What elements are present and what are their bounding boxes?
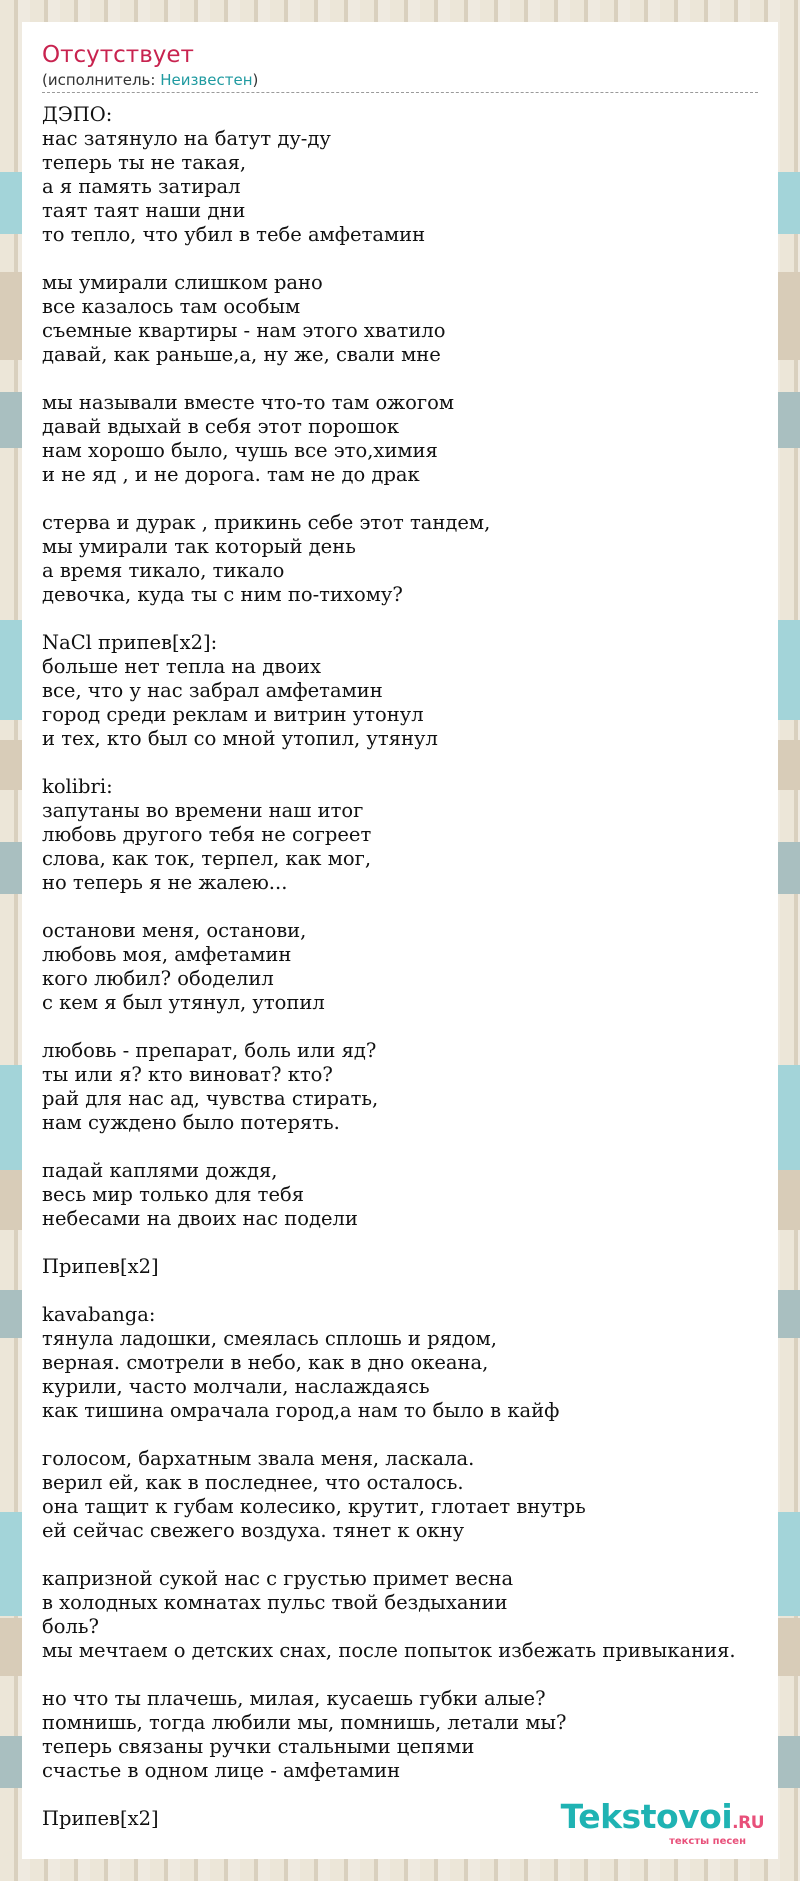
artist-suffix: ) <box>252 71 259 89</box>
lyric-line: а я память затирал <box>42 175 241 198</box>
lyric-line: ты или я? кто виноват? кто? <box>42 1063 333 1086</box>
lyric-blank-line <box>42 751 758 775</box>
lyric-line: любовь - препарат, боль или яд? <box>42 1039 377 1062</box>
lyric-line: мы умирали так который день <box>42 535 356 558</box>
lyric-line: давай, как раньше,а, ну же, свали мне <box>42 343 441 366</box>
artist-prefix: (исполнитель: <box>42 71 161 89</box>
lyric-blank-line <box>42 1135 758 1159</box>
site-logo[interactable] <box>560 1797 764 1847</box>
lyric-line: стерва и дурак , прикинь себе этот тандем, <box>42 511 491 534</box>
lyric-line: капризной сукой нас с грустью примет весна <box>42 1567 514 1590</box>
lyric-line: таят таят наши дни <box>42 199 246 222</box>
lyric-line: теперь связаны ручки стальными цепями <box>42 1735 475 1758</box>
lyric-line: останови меня, останови, <box>42 919 307 942</box>
lyric-line: боль? <box>42 1615 99 1638</box>
lyric-line: весь мир только для тебя <box>42 1183 305 1206</box>
lyric-line: помнишь, тогда любили мы, помнишь, летали мы? <box>42 1711 567 1734</box>
lyric-line: съемные квартиры - нам этого хватило <box>42 319 446 342</box>
lyric-blank-line <box>42 1015 758 1039</box>
lyric-blank-line <box>42 1663 758 1687</box>
lyric-line: мы называли вместе что-то там ожогом <box>42 391 455 414</box>
lyric-line: Припев[x2] <box>42 1807 159 1830</box>
lyric-line: голосом, бархатным звала меня, ласкала. <box>42 1447 475 1470</box>
artist-line <box>42 70 758 93</box>
lyric-line: все казалось там особым <box>42 295 301 318</box>
lyric-line: теперь ты не такая, <box>42 151 247 174</box>
lyric-line: все, что у нас забрал амфетамин <box>42 679 383 702</box>
lyric-line: мы мечтаем о детских снах, после попыток избежать привыкания. <box>42 1639 736 1662</box>
lyric-line: падай каплями дождя, <box>42 1159 278 1182</box>
lyric-line: а время тикало, тикало <box>42 559 285 582</box>
lyrics-text <box>42 103 758 1831</box>
lyrics-card <box>22 22 778 1859</box>
lyric-line: нам суждено было потерять. <box>42 1111 340 1134</box>
artist-link[interactable]: Неизвестен <box>160 71 253 89</box>
lyric-line: ей сейчас свежего воздуха. тянет к окну <box>42 1519 465 1542</box>
lyric-line: с кем я был утянул, утопил <box>42 991 325 1014</box>
lyric-blank-line <box>42 1423 758 1447</box>
lyric-line: запутаны во времени наш итог <box>42 799 364 822</box>
lyric-blank-line <box>42 895 758 919</box>
lyric-line: в холодных комнатах пульс твой бездыхании <box>42 1591 508 1614</box>
lyric-line: девочка, куда ты с ним по-тихому? <box>42 583 403 606</box>
logo-tld: .RU <box>732 1813 764 1833</box>
lyric-line: кого любил? ободелил <box>42 967 274 990</box>
lyric-blank-line <box>42 367 758 391</box>
lyric-line: и не яд , и не дорога. там не до драк <box>42 463 420 486</box>
lyric-line: курили, часто молчали, наслаждаясь <box>42 1375 430 1398</box>
lyric-line: мы умирали слишком рано <box>42 271 323 294</box>
lyric-line: больше нет тепла на двоих <box>42 655 321 678</box>
lyric-line: Припев[x2] <box>42 1255 159 1278</box>
lyric-line: любовь моя, амфетамин <box>42 943 292 966</box>
lyric-line: она тащит к губам колесико, крутит, глотает внутрь <box>42 1495 586 1518</box>
lyric-line: слова, как ток, терпел, как мог, <box>42 847 372 870</box>
lyric-line: но что ты плачешь, милая, кусаешь губки алые? <box>42 1687 546 1710</box>
lyric-line: как тишина омрачала город,а нам то было в кайф <box>42 1399 560 1422</box>
lyric-blank-line <box>42 487 758 511</box>
lyric-line: нам хорошо было, чушь все это,химия <box>42 439 438 462</box>
lyric-blank-line <box>42 1279 758 1303</box>
lyric-line: город среди реклам и витрин утонул <box>42 703 424 726</box>
lyric-blank-line <box>42 1543 758 1567</box>
logo-tagline: тексты песен <box>669 1836 746 1847</box>
lyric-line: любовь другого тебя не согреет <box>42 823 372 846</box>
song-title: Отсутствует <box>42 42 194 68</box>
logo-main-text: Tekstovoi <box>560 1797 733 1836</box>
lyric-line: то тепло, что убил в тебе амфетамин <box>42 223 426 246</box>
lyric-line: kolibri: <box>42 775 113 798</box>
lyric-blank-line <box>42 607 758 631</box>
lyric-line: давай вдыхай в себя этот порошок <box>42 415 400 438</box>
lyric-line: но теперь я не жалею... <box>42 871 288 894</box>
lyric-line: счастье в одном лице - амфетамин <box>42 1759 401 1782</box>
logo-wordmark <box>560 1797 764 1840</box>
lyric-line: NaCl припев[x2]: <box>42 631 218 654</box>
lyric-blank-line <box>42 1231 758 1255</box>
lyric-line: и тех, кто был со мной утопил, утянул <box>42 727 438 750</box>
lyric-line: верил ей, как в последнее, что осталось. <box>42 1471 464 1494</box>
lyric-line: рай для нас ад, чувства стирать, <box>42 1087 379 1110</box>
lyric-blank-line <box>42 247 758 271</box>
lyric-line: kavabanga: <box>42 1303 156 1326</box>
lyric-line: небесами на двоих нас подели <box>42 1207 358 1230</box>
lyric-line: верная. смотрели в небо, как в дно океана, <box>42 1351 489 1374</box>
lyric-line: тянула ладошки, смеялась сплошь и рядом, <box>42 1327 498 1350</box>
lyric-line: ДЭПО: <box>42 103 113 126</box>
lyric-line: нас затянуло на батут ду-ду <box>42 127 331 150</box>
